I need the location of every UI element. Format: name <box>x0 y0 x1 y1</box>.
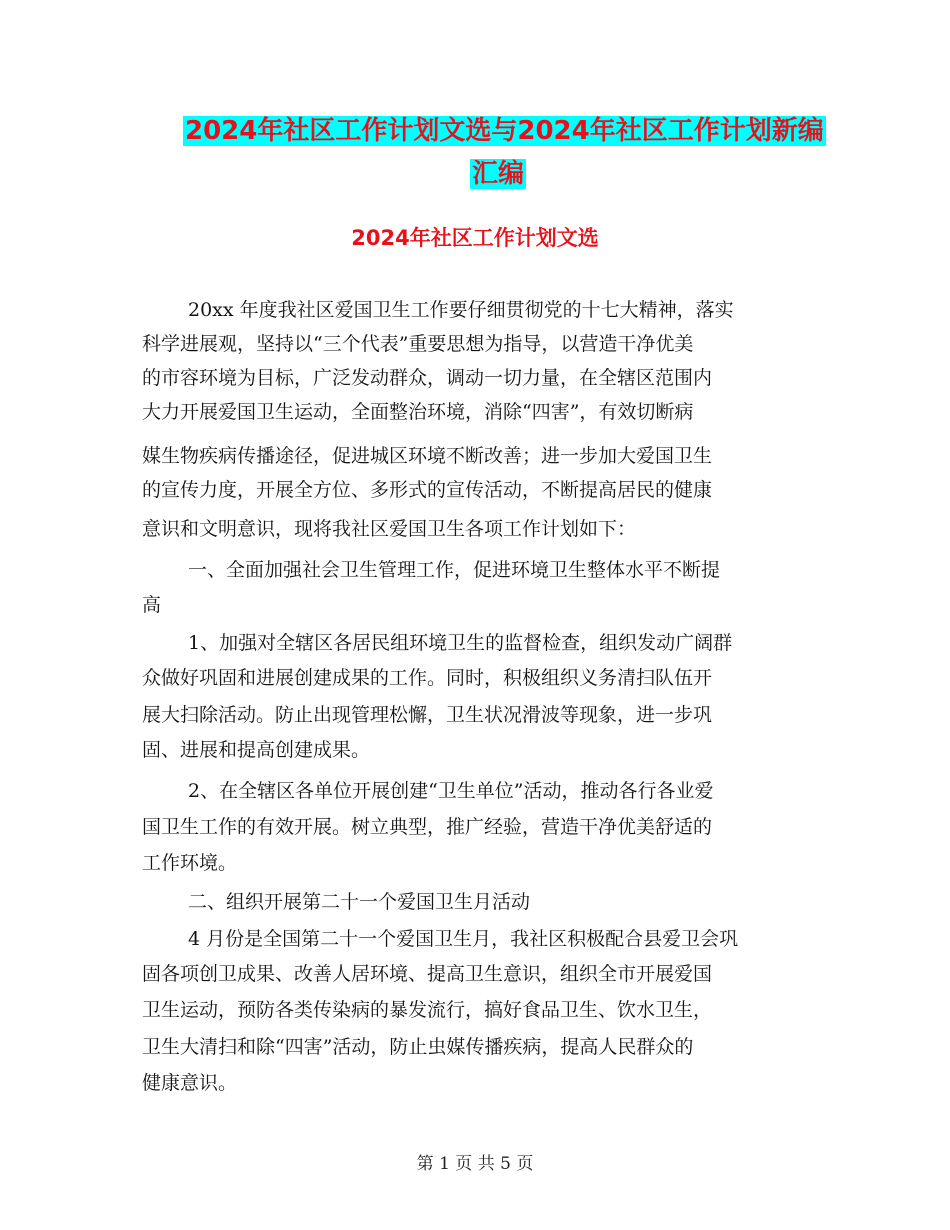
title-highlight: 汇编 <box>472 159 525 189</box>
paragraph-line: 卫生大清扫和除“四害”活动，防止虫媒传播疾病，提高人民群众的 <box>142 1036 694 1058</box>
page-footer: 第 1 页 共 5 页 <box>416 1154 534 1174</box>
paragraph-line: 20xx 年度我社区爱国卫生工作要仔细贯彻党的十七大精神，落实 <box>188 299 734 321</box>
section-title: 2024年社区工作计划文选 <box>351 226 599 250</box>
section-heading-line: 二、组织开展第二十一个爱国卫生月活动 <box>188 891 531 913</box>
paragraph-line: 健康意识。 <box>142 1072 238 1094</box>
section-heading-line: 高 <box>142 594 162 616</box>
document-title-line-1 <box>183 112 826 150</box>
paragraph-line: 的市容环境为目标，广泛发动群众，调动一切力量，在全辖区范围内 <box>142 367 713 389</box>
paragraph-line: 固、进展和提高创建成果。 <box>142 739 371 761</box>
paragraph-line: 国卫生工作的有效开展。树立典型，推广经验，营造干净优美舒适的 <box>142 816 713 838</box>
paragraph-line: 4 月份是全国第二十一个爱国卫生月，我社区积极配合县爱卫会巩 <box>188 928 739 950</box>
title-highlight: 2024年社区工作计划文选与2024年社区工作计划新编 <box>185 116 824 146</box>
paragraph-line: 媒生物疾病传播途径，促进城区环境不断改善；进一步加大爱国卫生 <box>142 445 713 467</box>
paragraph-line: 固各项创卫成果、改善人居环境、提高卫生意识，组织全市开展爱国 <box>142 963 713 985</box>
paragraph-line: 大力开展爱国卫生运动，全面整治环境，消除“四害”，有效切断病 <box>142 401 694 423</box>
paragraph-line: 的宣传力度，开展全方位、多形式的宣传活动，不断提高居民的健康 <box>142 479 713 501</box>
paragraph-line: 意识和文明意识，现将我社区爱国卫生各项工作计划如下： <box>142 518 637 540</box>
paragraph-line: 展大扫除活动。防止出现管理松懈，卫生状况滑波等现象，进一步巩 <box>142 704 713 726</box>
paragraph-line: 工作环境。 <box>142 852 238 874</box>
paragraph-line: 2、在全辖区各单位开展创建“卫生单位”活动，推动各行各业爱 <box>188 780 714 802</box>
paragraph-line: 科学进展观，坚持以“三个代表”重要思想为指导，以营造干净优美 <box>142 333 694 355</box>
paragraph-line: 卫生运动，预防各类传染病的暴发流行，搞好食品卫生、饮水卫生， <box>142 999 713 1021</box>
section-heading-line: 一、全面加强社会卫生管理工作，促进环境卫生整体水平不断提 <box>188 559 721 581</box>
paragraph-line: 1、加强对全辖区各居民组环境卫生的监督检查，组织发动广阔群 <box>188 632 733 654</box>
paragraph-line: 众做好巩固和进展创建成果的工作。同时，积极组织义务清扫队伍开 <box>142 667 713 689</box>
document-title-line-2 <box>470 155 526 193</box>
